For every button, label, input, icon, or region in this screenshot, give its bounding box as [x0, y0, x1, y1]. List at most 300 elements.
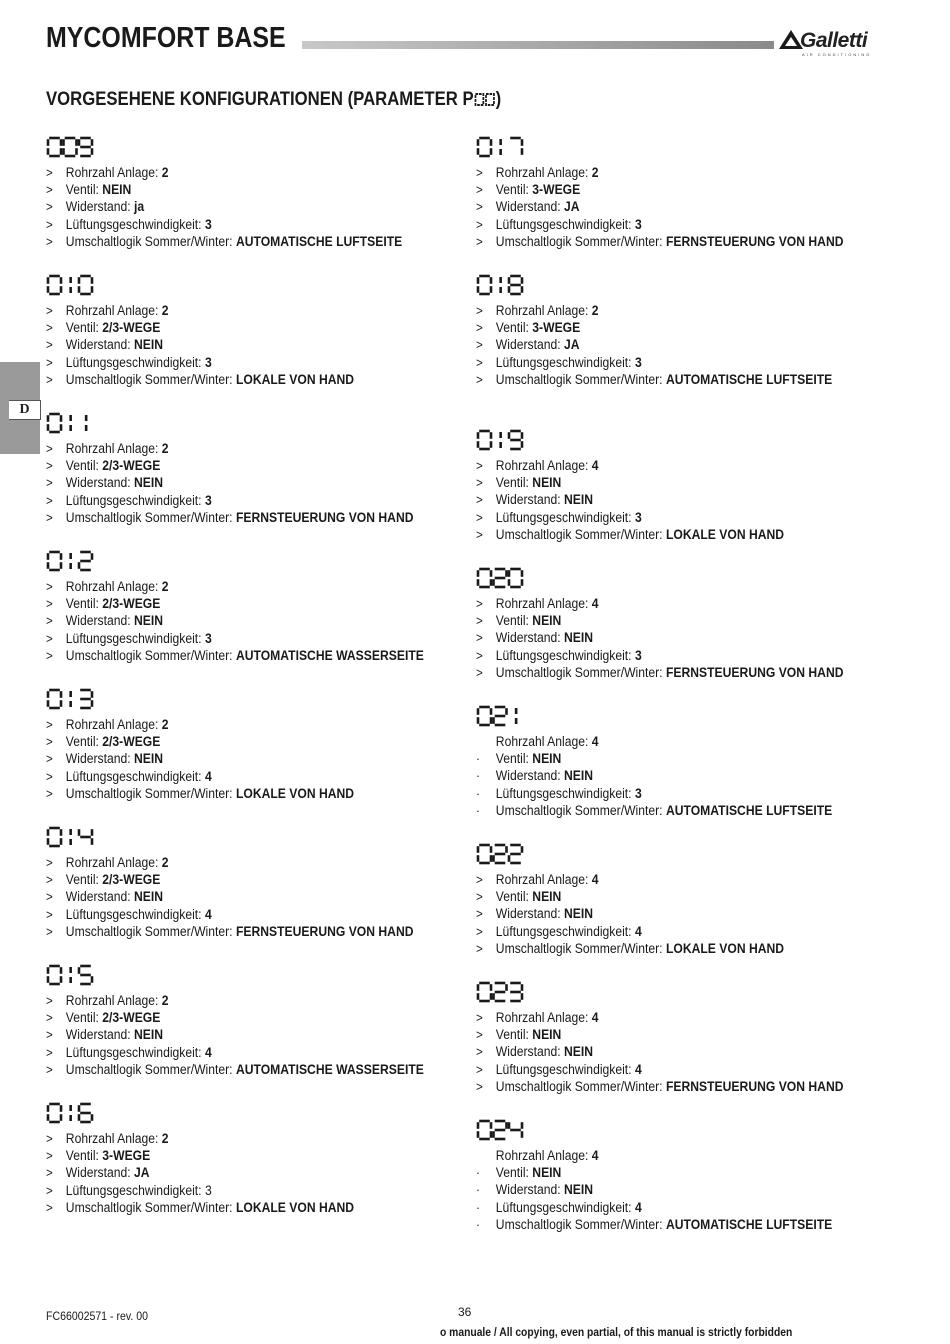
config-value-rohr: 2 [161, 993, 169, 1008]
config-code [46, 550, 94, 577]
config-label-rohr: Rohrzahl Anlage: [495, 1010, 589, 1025]
config-code [46, 826, 94, 853]
config-label-umschalt: Umschaltlogik Sommer/Winter: [65, 233, 233, 249]
config-value-umschalt: LOKALE VON HAND [235, 785, 355, 801]
config-label-ventil: Ventil: [65, 1010, 99, 1026]
config-label-rohr: Rohrzahl Anlage: [65, 717, 159, 732]
config-line-umschalt [46, 1061, 424, 1078]
config-line-umschalt [46, 371, 424, 388]
config-value-rohr: 2 [591, 303, 599, 318]
lcd-code-glyph [476, 843, 524, 865]
config-label-ventil: Ventil: [495, 1027, 529, 1043]
config-lines [476, 733, 896, 819]
config-line-ventil [476, 1164, 854, 1181]
config-label-ventil: Ventil: [65, 320, 99, 336]
config-code [46, 964, 94, 991]
config-code [476, 429, 524, 456]
config-line-widerstand [476, 491, 854, 508]
config-lines [476, 871, 896, 957]
bullet-marker: > [46, 751, 53, 767]
config-line-rohr [476, 871, 854, 888]
logo-subtitle: AIR CONDITIONING [802, 52, 872, 57]
config-value-umschalt: AUTOMATISCHE LUFTSEITE [235, 233, 403, 249]
config-value-ventil: NEIN [532, 1165, 562, 1181]
config-value-lueftung: 4 [634, 1199, 642, 1215]
config-line-lueftung [46, 630, 424, 647]
config-label-lueftung: Lüftungsgeschwindigkeit: [495, 216, 632, 232]
page-number: 36 [458, 1305, 472, 1319]
config-label-lueftung: Lüftungsgeschwindigkeit: [65, 216, 202, 232]
config-value-rohr: 2 [161, 1131, 169, 1146]
config-value-widerstand: JA [134, 1165, 150, 1181]
bullet-marker: > [46, 768, 53, 784]
config-line-widerstand [46, 1026, 424, 1043]
bullet-marker: > [46, 216, 53, 232]
lcd-code-glyph [46, 136, 94, 158]
config-value-lueftung: 4 [204, 768, 212, 784]
config-label-lueftung: Lüftungsgeschwindigkeit: [495, 1199, 632, 1215]
config-line-ventil [46, 871, 424, 888]
config-label-rohr: Rohrzahl Anlage: [65, 1131, 159, 1146]
bullet-marker: > [476, 664, 483, 680]
config-label-umschalt: Umschaltlogik Sommer/Winter: [65, 1061, 233, 1077]
config-line-widerstand [46, 336, 424, 353]
config-line-umschalt [476, 802, 854, 819]
config-value-lueftung: 3 [204, 492, 212, 508]
config-value-umschalt: FERNSTEUERUNG VON HAND [665, 233, 844, 249]
config-line-rohr [46, 1130, 424, 1147]
config-line-lueftung [46, 354, 424, 371]
bullet-marker: > [476, 613, 483, 629]
config-value-ventil: NEIN [102, 182, 132, 198]
config-value-rohr: 4 [591, 458, 599, 473]
config-value-lueftung: 4 [204, 1044, 212, 1060]
bullet-marker: > [476, 906, 483, 922]
bullet-marker: > [46, 1148, 53, 1164]
bullet-marker: > [476, 872, 483, 887]
config-label-umschalt: Umschaltlogik Sommer/Winter: [65, 509, 233, 525]
logo-wordmark: Galletti [800, 29, 868, 52]
config-value-ventil: 3-WEGE [102, 1148, 151, 1164]
config-value-rohr: 2 [591, 165, 599, 180]
config-code [476, 274, 524, 301]
config-label-umschalt: Umschaltlogik Sommer/Winter: [65, 785, 233, 801]
config-label-rohr: Rohrzahl Anlage: [495, 458, 589, 473]
lcd-code-glyph [46, 688, 94, 710]
config-value-lueftung: 3 [634, 354, 642, 370]
config-value-widerstand: NEIN [134, 751, 164, 767]
config-label-umschalt: Umschaltlogik Sommer/Winter: [495, 1216, 663, 1232]
bullet-marker: · [476, 751, 480, 767]
config-line-ventil [46, 181, 424, 198]
bullet-marker: > [46, 182, 53, 198]
config-value-umschalt: LOKALE VON HAND [665, 940, 785, 956]
config-value-lueftung: 3 [204, 354, 212, 370]
config-line-rohr [46, 854, 424, 871]
bullet-marker: > [476, 526, 483, 542]
config-lines [46, 1130, 466, 1216]
bullet-marker: > [476, 1010, 483, 1025]
config-label-widerstand: Widerstand: [65, 1027, 131, 1043]
section-title [46, 89, 501, 111]
config-line-rohr [476, 1009, 854, 1026]
config-label-widerstand: Widerstand: [65, 475, 131, 491]
config-line-widerstand [46, 612, 424, 629]
config-line-ventil [46, 595, 424, 612]
config-label-widerstand: Widerstand: [65, 889, 131, 905]
bullet-marker: > [46, 320, 53, 336]
config-value-ventil: NEIN [532, 889, 562, 905]
config-line-rohr [476, 457, 854, 474]
config-value-ventil: 3-WEGE [532, 182, 581, 198]
config-line-rohr [476, 302, 854, 319]
bullet-marker: > [476, 320, 483, 336]
config-label-lueftung: Lüftungsgeschwindigkeit: [495, 647, 632, 663]
bullet-marker: > [46, 993, 53, 1008]
config-label-ventil: Ventil: [495, 475, 529, 491]
config-value-umschalt: AUTOMATISCHE WASSERSEITE [235, 1061, 424, 1077]
config-label-widerstand: Widerstand: [65, 1165, 131, 1181]
config-line-ventil [46, 1009, 424, 1026]
side-tab-label: D [9, 400, 41, 420]
bullet-marker: > [476, 337, 483, 353]
config-line-umschalt [46, 923, 424, 940]
config-label-widerstand: Widerstand: [65, 199, 131, 215]
config-label-widerstand: Widerstand: [495, 1182, 561, 1198]
config-line-rohr [46, 164, 424, 181]
config-value-rohr: 2 [161, 717, 169, 732]
config-line-lueftung [46, 906, 424, 923]
config-line-ventil [476, 612, 854, 629]
config-line-umschalt [476, 1078, 854, 1095]
bullet-marker: > [476, 182, 483, 198]
bullet-marker: · [476, 1182, 480, 1198]
bullet-marker: > [46, 1061, 53, 1077]
bullet-marker: > [476, 475, 483, 491]
config-line-ventil [46, 733, 424, 750]
config-line-widerstand [46, 888, 424, 905]
config-label-ventil: Ventil: [65, 734, 99, 750]
config-label-rohr: Rohrzahl Anlage: [65, 993, 159, 1008]
bullet-marker: > [46, 889, 53, 905]
config-line-umschalt [476, 526, 854, 543]
config-label-ventil: Ventil: [65, 872, 99, 888]
config-value-widerstand: NEIN [134, 337, 164, 353]
config-label-umschalt: Umschaltlogik Sommer/Winter: [495, 233, 663, 249]
config-lines [476, 595, 896, 681]
config-value-rohr: 4 [591, 596, 599, 611]
config-line-lueftung [476, 647, 854, 664]
bullet-marker: > [476, 216, 483, 232]
config-line-widerstand [46, 750, 424, 767]
config-value-ventil: NEIN [532, 613, 562, 629]
config-label-rohr: Rohrzahl Anlage: [495, 303, 589, 318]
config-line-rohr [476, 164, 854, 181]
config-line-rohr [476, 595, 854, 612]
config-label-umschalt: Umschaltlogik Sommer/Winter: [65, 1199, 233, 1215]
bullet-marker: > [476, 647, 483, 663]
config-label-widerstand: Widerstand: [495, 199, 561, 215]
config-lines [476, 1009, 896, 1095]
config-label-widerstand: Widerstand: [65, 337, 131, 353]
config-value-widerstand: JA [564, 337, 580, 353]
config-line-rohr [46, 302, 424, 319]
config-value-umschalt: AUTOMATISCHE LUFTSEITE [665, 802, 833, 818]
config-line-lueftung [46, 492, 424, 509]
config-code [46, 412, 94, 439]
config-label-ventil: Ventil: [65, 1148, 99, 1164]
config-value-widerstand: ja [134, 199, 145, 215]
config-line-rohr [46, 716, 424, 733]
config-value-lueftung: 3 [204, 630, 212, 646]
config-label-widerstand: Widerstand: [495, 906, 561, 922]
config-code [46, 274, 94, 301]
config-value-rohr: 2 [161, 855, 169, 870]
section-title-suffix: ) [495, 89, 502, 110]
config-line-ventil [46, 1147, 424, 1164]
config-value-lueftung: 4 [634, 923, 642, 939]
copyright-notice: o manuale / All copying, even partial, of this manual is strictly forbidden [440, 1325, 793, 1339]
config-label-rohr: Rohrzahl Anlage: [65, 441, 159, 456]
config-value-ventil: NEIN [532, 475, 562, 491]
config-value-rohr: 2 [161, 579, 169, 594]
config-value-rohr: 4 [591, 1010, 599, 1025]
config-label-umschalt: Umschaltlogik Sommer/Winter: [495, 802, 663, 818]
config-value-umschalt: AUTOMATISCHE LUFTSEITE [665, 371, 833, 387]
config-value-rohr: 4 [591, 872, 599, 887]
config-label-widerstand: Widerstand: [65, 751, 131, 767]
config-value-ventil: 3-WEGE [532, 320, 581, 336]
config-value-ventil: 2/3-WEGE [102, 596, 161, 612]
config-label-umschalt: Umschaltlogik Sommer/Winter: [65, 371, 233, 387]
bullet-marker: · [476, 802, 480, 818]
bullet-marker: > [476, 371, 483, 387]
config-line-lueftung [476, 1199, 854, 1216]
config-line-widerstand [476, 198, 854, 215]
header-bar [302, 41, 774, 49]
config-line-lueftung [476, 785, 854, 802]
config-value-umschalt: FERNSTEUERUNG VON HAND [235, 509, 414, 525]
config-value-umschalt: FERNSTEUERUNG VON HAND [235, 923, 414, 939]
config-line-umschalt [476, 664, 854, 681]
config-value-ventil: 2/3-WEGE [102, 320, 161, 336]
lcd-parameter-glyph [475, 91, 496, 106]
bullet-marker: > [46, 303, 53, 318]
bullet-marker: > [476, 1078, 483, 1094]
config-label-ventil: Ventil: [495, 889, 529, 905]
bullet-marker: > [476, 1061, 483, 1077]
config-line-widerstand [46, 474, 424, 491]
config-label-rohr: Rohrzahl Anlage: [65, 579, 159, 594]
config-label-lueftung: Lüftungsgeschwindigkeit: [495, 785, 632, 801]
config-value-ventil: 2/3-WEGE [102, 1010, 161, 1026]
config-line-lueftung [46, 216, 424, 233]
config-value-umschalt: FERNSTEUERUNG VON HAND [665, 664, 844, 680]
bullet-marker: > [46, 923, 53, 939]
bullet-marker: > [476, 923, 483, 939]
config-line-widerstand [46, 1164, 424, 1181]
config-code [476, 981, 524, 1008]
config-value-lueftung: 4 [204, 906, 212, 922]
bullet-marker: > [46, 647, 53, 663]
config-value-lueftung: 3 [204, 216, 212, 232]
lcd-code-glyph [46, 412, 94, 434]
bullet-marker: · [476, 1199, 480, 1215]
config-line-widerstand [476, 905, 854, 922]
config-value-ventil: 2/3-WEGE [102, 734, 161, 750]
bullet-marker: > [46, 717, 53, 732]
bullet-marker: > [46, 371, 53, 387]
config-line-ventil [476, 474, 854, 491]
bullet-marker: > [476, 458, 483, 473]
config-label-widerstand: Widerstand: [65, 613, 131, 629]
bullet-marker: > [46, 613, 53, 629]
config-value-widerstand: NEIN [564, 906, 594, 922]
config-label-lueftung: Lüftungsgeschwindigkeit: [495, 1061, 632, 1077]
config-value-lueftung: 3 [204, 1182, 212, 1198]
config-line-rohr [476, 1147, 854, 1164]
config-value-widerstand: NEIN [134, 1027, 164, 1043]
brand-logo [778, 26, 886, 58]
config-label-umschalt: Umschaltlogik Sommer/Winter: [495, 371, 663, 387]
bullet-marker: > [46, 441, 53, 456]
config-label-lueftung: Lüftungsgeschwindigkeit: [65, 1182, 202, 1198]
config-label-umschalt: Umschaltlogik Sommer/Winter: [495, 526, 663, 542]
config-code [46, 688, 94, 715]
config-label-rohr: Rohrzahl Anlage: [495, 596, 589, 611]
config-line-ventil [46, 319, 424, 336]
config-line-umschalt [46, 509, 424, 526]
config-line-widerstand [476, 1181, 854, 1198]
config-label-rohr: Rohrzahl Anlage: [495, 872, 589, 887]
lcd-code-glyph [476, 567, 524, 589]
config-value-widerstand: NEIN [564, 768, 594, 784]
config-lines [476, 457, 896, 543]
config-label-umschalt: Umschaltlogik Sommer/Winter: [65, 923, 233, 939]
bullet-marker: > [476, 492, 483, 508]
config-lines [46, 992, 466, 1078]
config-lines [46, 854, 466, 940]
config-line-lueftung [476, 923, 854, 940]
config-value-lueftung: 3 [634, 785, 642, 801]
bullet-marker: > [46, 492, 53, 508]
config-lines [46, 440, 466, 526]
config-line-umschalt [46, 647, 424, 664]
bullet-marker: > [46, 1044, 53, 1060]
config-value-umschalt: LOKALE VON HAND [235, 1199, 355, 1215]
config-line-rohr [46, 578, 424, 595]
lcd-code-glyph [476, 981, 524, 1003]
config-line-rohr [46, 440, 424, 457]
config-label-widerstand: Widerstand: [495, 630, 561, 646]
lcd-code-glyph [46, 274, 94, 296]
config-value-widerstand: JA [564, 199, 580, 215]
config-label-rohr: Rohrzahl Anlage: [495, 1148, 589, 1163]
bullet-marker: > [46, 785, 53, 801]
config-value-lueftung: 3 [634, 509, 642, 525]
config-lines [46, 578, 466, 664]
bullet-marker: > [46, 199, 53, 215]
config-label-lueftung: Lüftungsgeschwindigkeit: [65, 768, 202, 784]
config-value-widerstand: NEIN [134, 613, 164, 629]
config-line-ventil [476, 181, 854, 198]
config-value-ventil: 2/3-WEGE [102, 458, 161, 474]
config-line-umschalt [476, 371, 854, 388]
bullet-marker: > [46, 458, 53, 474]
config-line-lueftung [476, 1061, 854, 1078]
config-lines [46, 164, 466, 250]
config-label-ventil: Ventil: [65, 596, 99, 612]
config-value-umschalt: LOKALE VON HAND [235, 371, 355, 387]
config-label-ventil: Ventil: [495, 320, 529, 336]
bullet-marker: > [46, 509, 53, 525]
config-code [46, 136, 94, 163]
config-lines [46, 716, 466, 802]
bullet-marker: > [46, 1027, 53, 1043]
bullet-marker: > [46, 596, 53, 612]
lcd-code-glyph [476, 274, 524, 296]
config-line-ventil [476, 1026, 854, 1043]
config-label-rohr: Rohrzahl Anlage: [495, 734, 589, 749]
config-value-rohr: 2 [161, 303, 169, 318]
config-value-ventil: NEIN [532, 751, 562, 767]
config-value-widerstand: NEIN [134, 889, 164, 905]
document-code: FC66002571 - rev. 00 [46, 1309, 148, 1323]
bullet-marker: > [46, 1010, 53, 1026]
bullet-marker: > [46, 475, 53, 491]
config-line-umschalt [476, 233, 854, 250]
config-label-umschalt: Umschaltlogik Sommer/Winter: [495, 940, 663, 956]
config-label-lueftung: Lüftungsgeschwindigkeit: [65, 492, 202, 508]
config-value-widerstand: NEIN [134, 475, 164, 491]
config-line-lueftung [46, 1044, 424, 1061]
bullet-marker: > [476, 233, 483, 249]
bullet-marker: > [476, 354, 483, 370]
config-value-widerstand: NEIN [564, 630, 594, 646]
bullet-marker: > [476, 596, 483, 611]
bullet-marker: > [476, 165, 483, 180]
config-line-rohr [476, 733, 854, 750]
config-label-rohr: Rohrzahl Anlage: [495, 165, 589, 180]
config-label-umschalt: Umschaltlogik Sommer/Winter: [65, 647, 233, 663]
lcd-code-glyph [476, 1119, 524, 1141]
config-value-rohr: 4 [591, 734, 599, 749]
config-line-lueftung [46, 1182, 424, 1199]
lcd-code-glyph [46, 1102, 94, 1124]
config-code [476, 567, 524, 594]
config-line-lueftung [476, 216, 854, 233]
lcd-code-glyph [476, 136, 524, 158]
config-value-rohr: 4 [591, 1148, 599, 1163]
document-title: MYCOMFORT BASE [46, 22, 286, 54]
config-label-ventil: Ventil: [495, 1165, 529, 1181]
config-label-lueftung: Lüftungsgeschwindigkeit: [65, 354, 202, 370]
bullet-marker: > [46, 337, 53, 353]
bullet-marker: > [46, 1199, 53, 1215]
config-value-rohr: 2 [161, 441, 169, 456]
config-line-lueftung [476, 509, 854, 526]
config-line-widerstand [476, 767, 854, 784]
bullet-marker: · [476, 1165, 480, 1181]
bullet-marker: > [476, 509, 483, 525]
bullet-marker: > [46, 855, 53, 870]
config-line-rohr [46, 992, 424, 1009]
bullet-marker: > [46, 1182, 53, 1198]
config-label-rohr: Rohrzahl Anlage: [65, 165, 159, 180]
bullet-marker: > [476, 303, 483, 318]
config-label-ventil: Ventil: [65, 458, 99, 474]
config-line-umschalt [46, 785, 424, 802]
